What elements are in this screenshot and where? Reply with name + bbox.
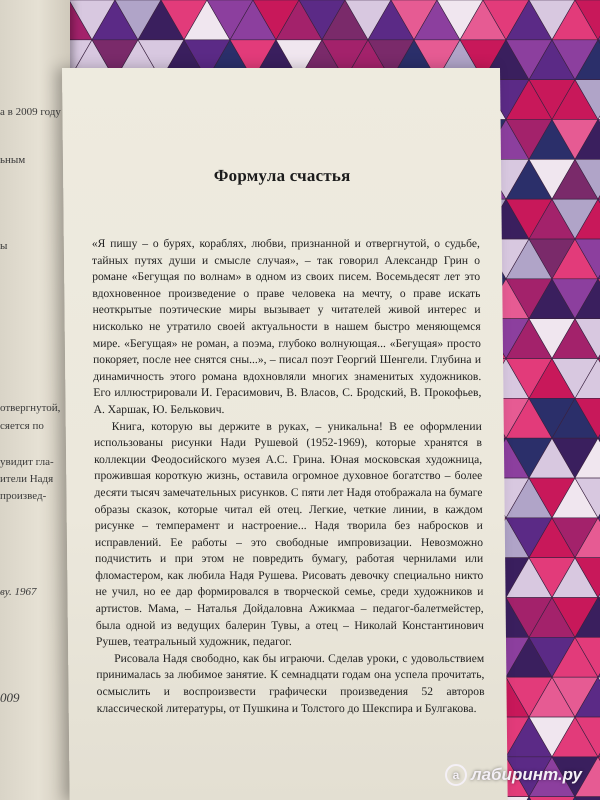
paragraph: Рисовала Надя свободно, как бы играючи. Сделав уроки, с удовольствием принималась за любимое занятие. К семнадцати годам она успела прочитать, осмыслить и воспроизвести графически произведения 52 авторов классической литературы, от Пушкина и Толстого до Шекспира и Булгакова. — [96, 651, 485, 715]
left-page-line: ву. 1967 — [0, 586, 37, 598]
paragraph: Книга, которую вы держите в руках, – уникальна! В ее оформлении использованы рисунки Нади Рушевой (1952-1969), которые хранятся в коллекции Феодосийского музея А.С. Грина. Юная московская художница, прожившая короткую жизнь, оставила огромное духовное богатство – более десяти тысяч замечательных рисунков. С пяти лет Надя отображала на бумаге образы сказок, которые читал ей отец. Легкие, четкие линии, в каждом рисунке – темперамент и настроение... Надя творила без набросков и исправлений. Ее работы – это свободные импровизации. Невозможно подчистить и при этом не повредить бумагу, работая чернилами или фломастером, как любила Надя Рушева. Рисовать девочку специально никто не учил, но ее дар формировался в творческой семье, среди художников и артистов. Мама, – Наталья Дойдаловна Ажикмаа – педагог-балетмейстер, была одной из ведущих балерин Тувы, а отец – Николай Константинович Рушев, театральный художник, педагог. — [93, 419, 484, 649]
left-page-line: отвергнутой, — [0, 402, 61, 414]
labirint-logo-icon: а — [445, 764, 467, 786]
labirint-watermark — [445, 764, 582, 786]
paragraph: «Я пишу – о бурях, кораблях, любви, признанной и отвергнутой, о судьбе, тайных путях души и смысле случая», – так говорил Александр Грин о романе «Бегущая по волнам» в одном из своих писем. Восемьдесят лет это вдохновенное произведение о праве человека на мечту, о праве искать неоткрытые поэтические миры вызывает у читателей живой интерес и нисколько не утратило своей актуальности в нашем быстро меняющемся мире. «Бегущая» не роман, а поэма, глубоко волнующая... «Бегущая» просто покоряет, после нее снятся сны...», – писал поэт Георгий Шенгели. Глубина и динамичность этого романа вдохновляли многих знаменитых художников. Его иллюстрировали И. Герасимович, В. Власов, С. Бродский, В. Прокофьев, А. Харшак, Ю. Белькович. — [91, 237, 482, 416]
left-page-line: произвед- — [0, 490, 47, 502]
left-page-line: а в 2009 году — [0, 106, 61, 118]
left-page-line: сяется по — [0, 420, 44, 432]
left-page-line: 009 — [0, 690, 20, 705]
left-page-line: ьным — [0, 154, 26, 166]
page-title: Формула счастья — [213, 166, 351, 185]
left-page-line: увидит гла- — [0, 456, 54, 468]
left-page-line: ители Надя — [0, 473, 54, 485]
book-page — [62, 68, 508, 800]
watermark-text: лабиринт.ру — [471, 765, 582, 784]
previous-page-edge — [0, 0, 70, 800]
left-page-line: ы — [0, 240, 8, 252]
page-body — [92, 236, 485, 717]
